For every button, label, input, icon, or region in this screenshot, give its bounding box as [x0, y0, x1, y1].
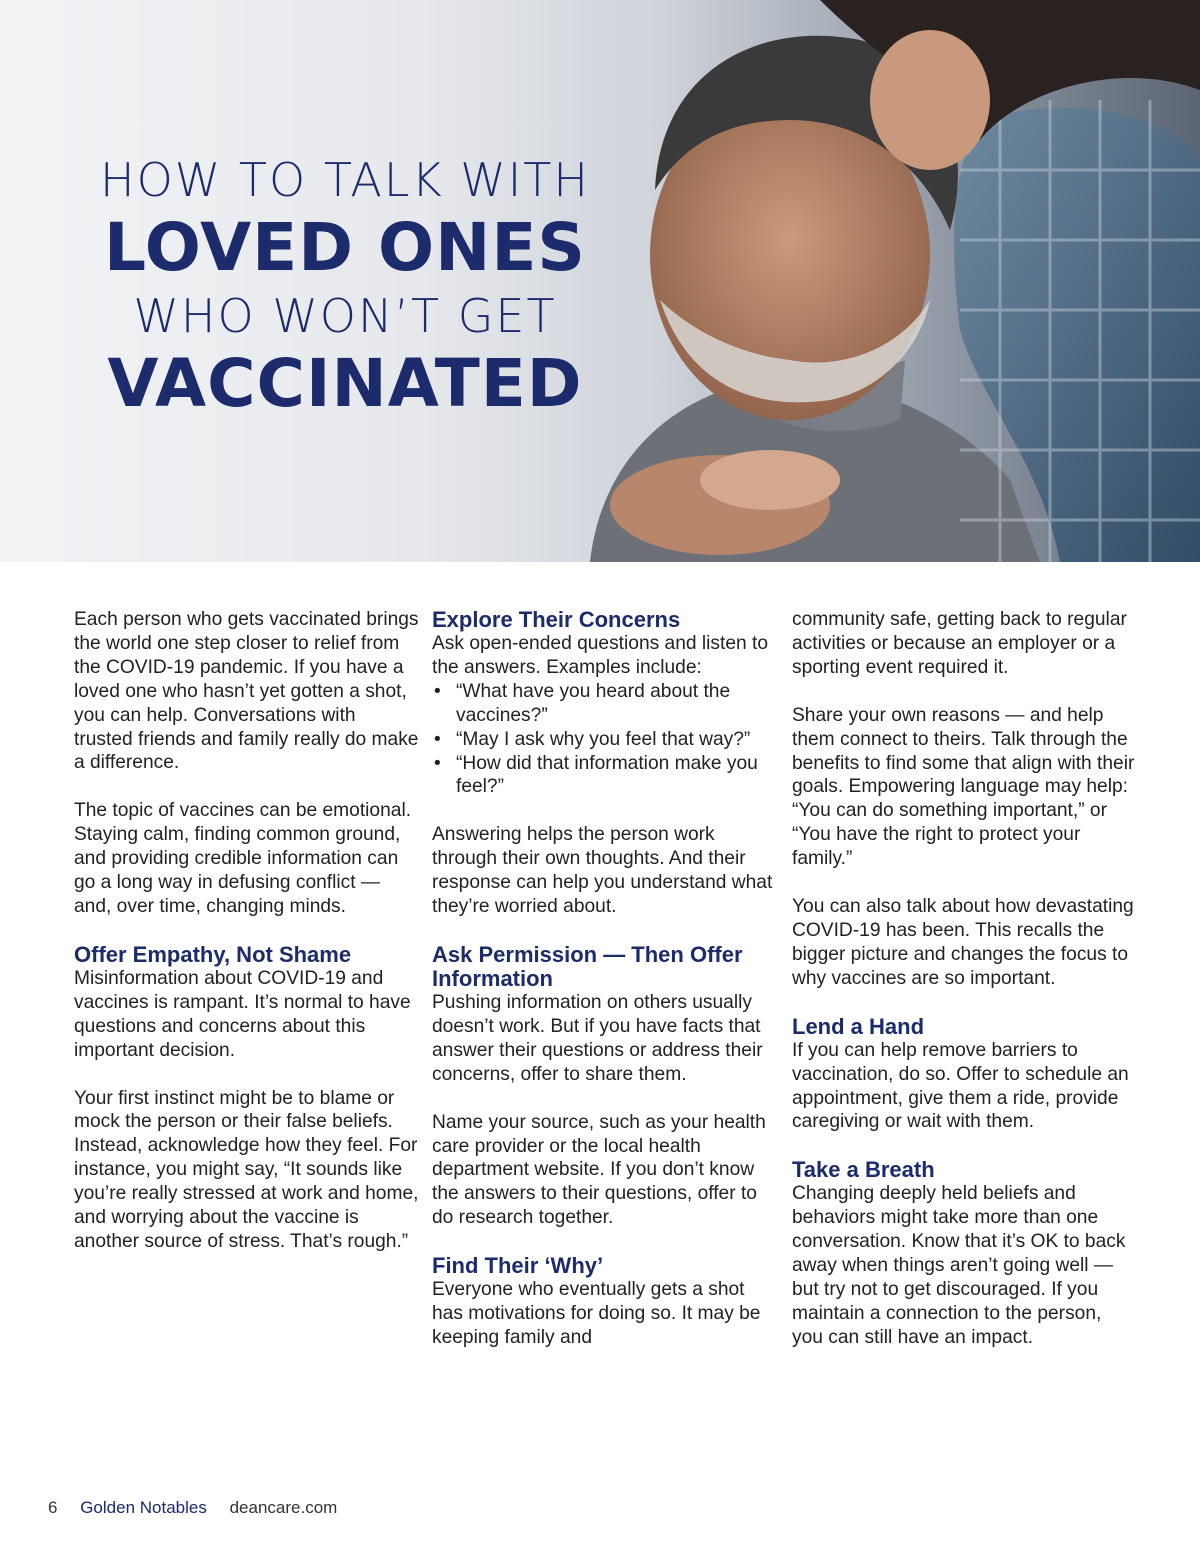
example-questions-list [432, 680, 777, 800]
section-heading-permission: Ask Permission — Then Offer Information [432, 941, 743, 991]
headline [0, 150, 690, 422]
share-reasons-paragraph: Share your own reasons — and help them connect to theirs. Talk through the benefits to find some that align with their goals. Empowering language may help: “You can do something important,” or “You have the right to protect your family.” [792, 704, 1135, 870]
why-paragraph: Everyone who eventually gets a shot has motivations for doing so. It may be keeping family and [432, 1279, 761, 1348]
woman-face-shape [870, 30, 990, 170]
section-heading-empathy: Offer Empathy, Not Shame [74, 941, 352, 967]
intro-paragraph: Each person who gets vaccinated brings the world one step closer to relief from the COVID-19 pandemic. If you have a loved one who hasn’t yet gotten a shot, you can help. Conversations with trusted friends and family really do make a difference. [74, 609, 419, 774]
permission-paragraph-1: Pushing information on others usually doesn’t work. But if you have facts that answer their questions or address their concerns, offer to share them. [432, 991, 763, 1085]
headline-line-3: WHO WON’T GET [133, 289, 557, 343]
section-heading-why: Find Their ‘Why’ [432, 1253, 604, 1279]
list-item: • “How did that information make you feel?” [432, 752, 777, 800]
topic-paragraph: The topic of vaccines can be emotional. Staying calm, finding common ground, and providing credible information can go a long way in defusing conflict — and, over time, changing minds. [74, 800, 412, 917]
empathy-paragraph-1: Misinformation about COVID-19 and vaccines is rampant. It’s normal to have questions and concerns about this important decision. [74, 967, 411, 1061]
lend-hand-paragraph: If you can help remove barriers to vaccination, do so. Offer to schedule an appointment, give them a ride, provide caregiving or wait with them. [792, 1039, 1129, 1133]
why-continued-paragraph: community safe, getting back to regular activities or because an employer or a sporting event required it. [792, 609, 1127, 678]
section-heading-lend-hand: Lend a Hand [792, 1013, 925, 1039]
headline-line-2: LOVED ONES [104, 209, 586, 286]
headline-line-1: HOW TO TALK WITH [100, 153, 590, 207]
permission-paragraph-2: Name your source, such as your health care provider or the local health department website. If you don’t know the answers to their questions, offer to do research together. [432, 1111, 766, 1229]
hero-banner [0, 0, 1200, 562]
hand-top-shape [700, 450, 840, 510]
page-number: 6 [48, 1498, 58, 1517]
devastation-paragraph: You can also talk about how devastating COVID-19 has been. This recalls the bigger picture and changes the focus to why vaccines are so important. [792, 896, 1134, 989]
section-heading-concerns: Explore Their Concerns [432, 607, 681, 632]
article-column-2 [432, 608, 777, 1374]
headline-line-4: VACCINATED [107, 345, 583, 422]
empathy-paragraph-2: Your first instinct might be to blame or mock the person or their false beliefs. Instead, acknowledge how they feel. For instance, you might say, “It sounds like you’re really stressed at work and home, and worrying about the vaccine is another source of stress. That’s rough.” [74, 1087, 419, 1252]
website-link[interactable]: deancare.com [229, 1498, 338, 1517]
list-item: • “What have you heard about the vaccines?” [432, 680, 777, 728]
article-column-3 [792, 608, 1137, 1374]
article-column-1 [74, 608, 419, 1278]
answering-paragraph: Answering helps the person work through their own thoughts. And their response can help you understand what they’re worried about. [432, 824, 773, 918]
breath-paragraph: Changing deeply held beliefs and behaviors might take more than one conversation. Know that it’s OK to back away when things aren’t going well — but try not to get discouraged. If you maintain a connection to the person, you can still have an impact. [792, 1183, 1126, 1348]
concerns-paragraph: Ask open-ended questions and listen to the answers. Examples include: [432, 633, 769, 678]
page-footer [48, 1498, 355, 1518]
section-heading-breath: Take a Breath [792, 1157, 935, 1183]
publication-name: Golden Notables [80, 1498, 207, 1517]
list-item: • “May I ask why you feel that way?” [432, 728, 777, 752]
